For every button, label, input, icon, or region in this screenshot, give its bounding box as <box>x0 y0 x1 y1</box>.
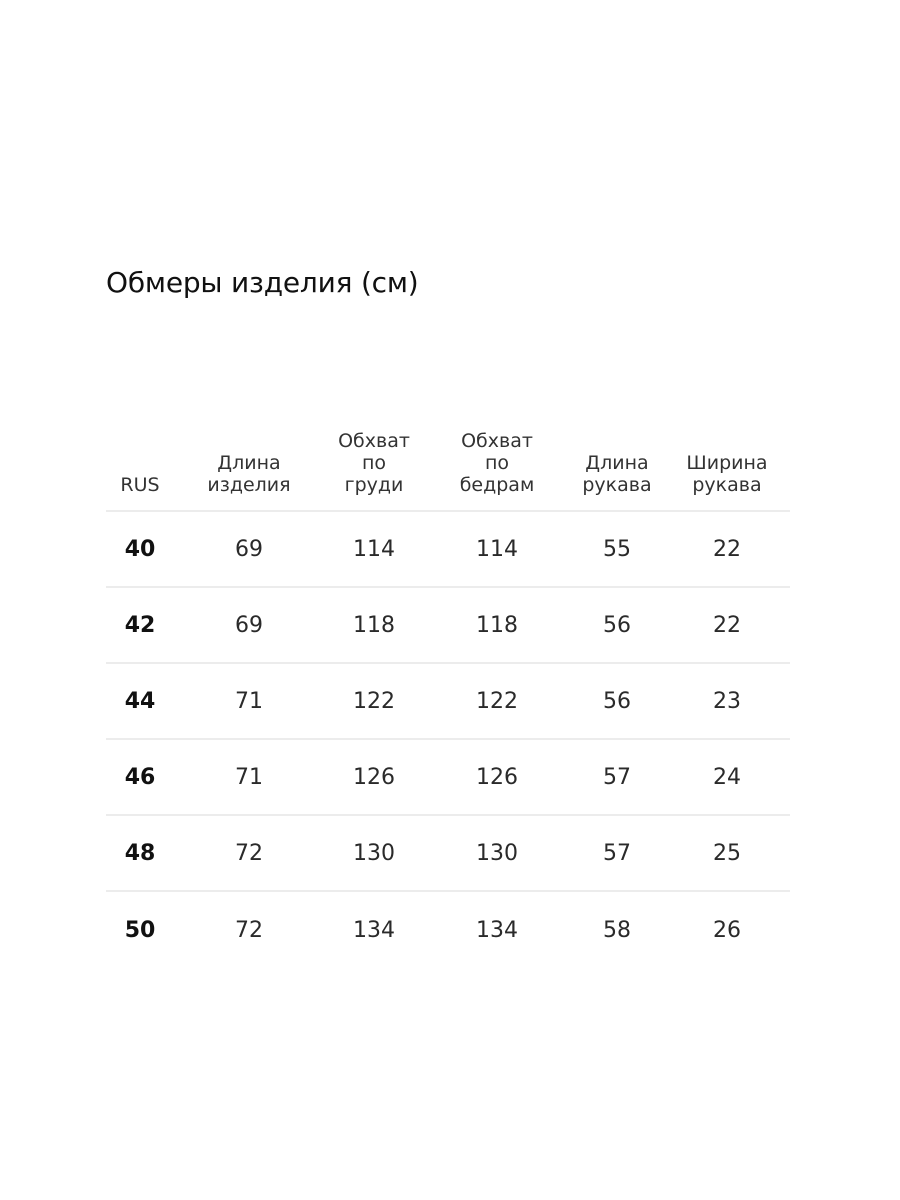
table-row <box>106 664 790 740</box>
length-cell: 71 <box>235 764 263 790</box>
table-row <box>106 816 790 892</box>
hips-cell: 134 <box>476 917 518 943</box>
size-cell: 42 <box>124 612 156 638</box>
sleeve-length-cell: 57 <box>603 764 631 790</box>
sleeve-length-cell: 56 <box>603 612 631 638</box>
size-cell: 40 <box>124 536 156 562</box>
header-sleeve-width: Ширина рукава <box>686 452 768 496</box>
sleeve-width-cell: 26 <box>713 917 741 943</box>
table-row <box>106 740 790 816</box>
chest-cell: 118 <box>353 612 395 638</box>
chest-cell: 134 <box>353 917 395 943</box>
hips-cell: 126 <box>476 764 518 790</box>
header-hips: Обхват по бедрам <box>459 430 535 496</box>
chest-cell: 122 <box>353 688 395 714</box>
sleeve-width-cell: 22 <box>713 612 741 638</box>
length-cell: 72 <box>235 917 263 943</box>
hips-cell: 114 <box>476 536 518 562</box>
size-table <box>106 412 790 968</box>
sleeve-length-cell: 56 <box>603 688 631 714</box>
chest-cell: 126 <box>353 764 395 790</box>
sleeve-length-cell: 57 <box>603 840 631 866</box>
length-cell: 71 <box>235 688 263 714</box>
header-rus: RUS <box>120 474 160 496</box>
length-cell: 72 <box>235 840 263 866</box>
chest-cell: 130 <box>353 840 395 866</box>
chest-cell: 114 <box>353 536 395 562</box>
sleeve-width-cell: 22 <box>713 536 741 562</box>
header-length: Длина изделия <box>207 452 291 496</box>
sleeve-width-cell: 24 <box>713 764 741 790</box>
table-row <box>106 512 790 588</box>
hips-cell: 118 <box>476 612 518 638</box>
sleeve-width-cell: 23 <box>713 688 741 714</box>
size-cell: 44 <box>124 688 156 714</box>
size-cell: 48 <box>124 840 156 866</box>
sleeve-length-cell: 55 <box>603 536 631 562</box>
table-row <box>106 588 790 664</box>
header-sleeve-length: Длина рукава <box>582 452 652 496</box>
table-header-row <box>106 412 790 512</box>
page-title: Обмеры изделия (см) <box>106 266 419 299</box>
hips-cell: 130 <box>476 840 518 866</box>
sleeve-length-cell: 58 <box>603 917 631 943</box>
length-cell: 69 <box>235 536 263 562</box>
hips-cell: 122 <box>476 688 518 714</box>
sleeve-width-cell: 25 <box>713 840 741 866</box>
table-row <box>106 892 790 968</box>
size-cell: 46 <box>124 764 156 790</box>
length-cell: 69 <box>235 612 263 638</box>
header-chest: Обхват по груди <box>338 430 410 496</box>
size-cell: 50 <box>124 917 156 943</box>
